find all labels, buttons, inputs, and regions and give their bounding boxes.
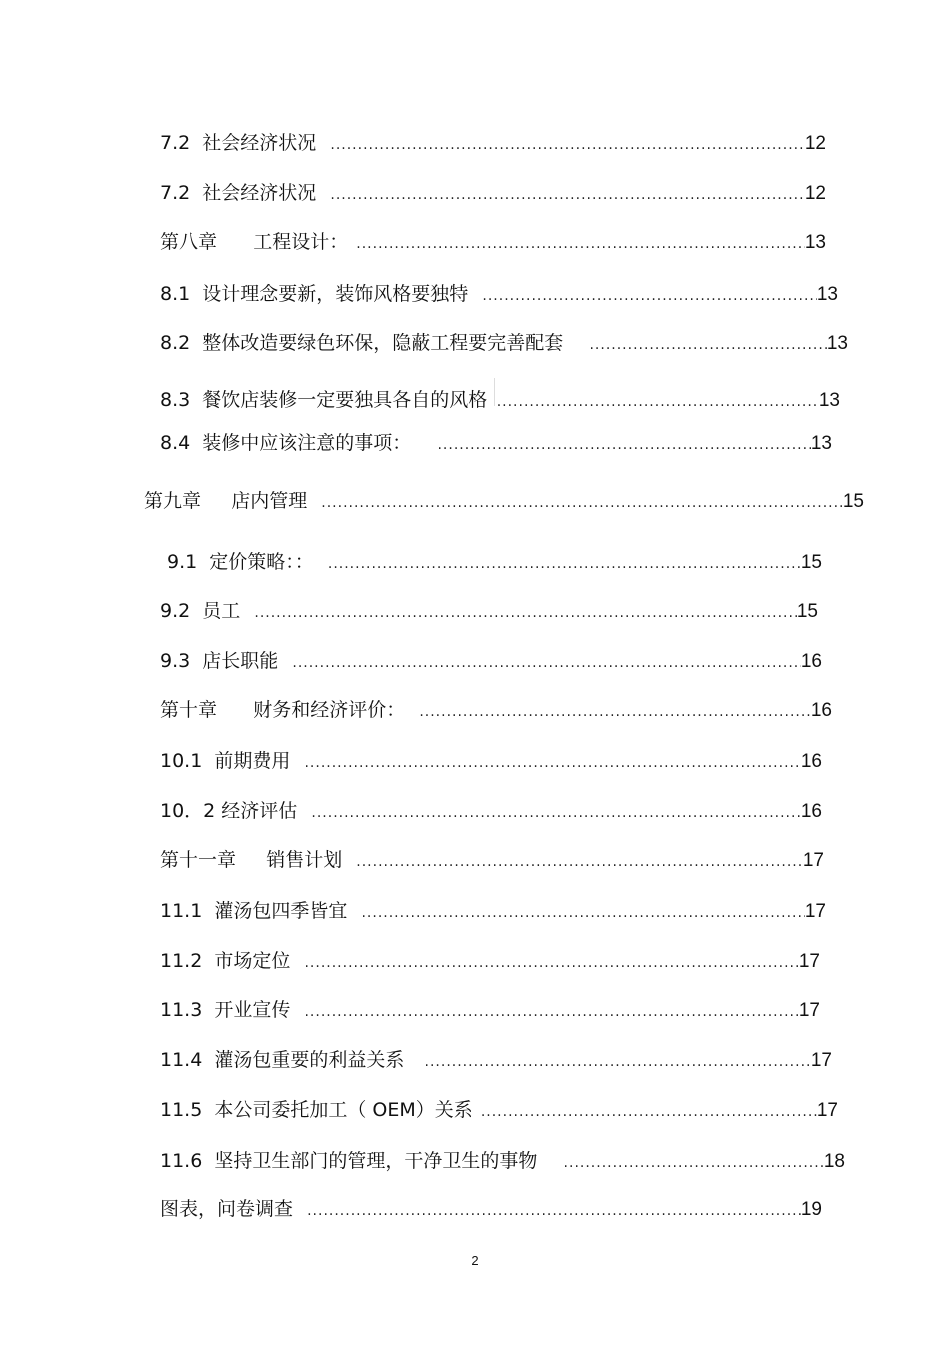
- toc-entry-title: 图表，问卷调查: [160, 1198, 306, 1220]
- toc-entry-page: 17: [798, 951, 820, 972]
- toc-entry-title: 第十一章 销售计划: [160, 849, 355, 871]
- toc-entry-page: 12: [804, 133, 826, 154]
- toc-dot-leader: [305, 1198, 801, 1224]
- toc-entry: [160, 598, 818, 624]
- toc-entry: [167, 549, 822, 575]
- toc-entry-page: 13: [804, 232, 826, 253]
- toc-entry-title: 11.4 灌汤包重要的利益关系: [160, 1049, 423, 1071]
- toc-entry-title: 第九章 店内管理: [144, 490, 320, 512]
- toc-entry-page: 13: [826, 333, 848, 354]
- toc-dot-leader: [562, 1150, 824, 1176]
- toc-dot-leader: [587, 332, 826, 358]
- toc-entry-title: 第十章 财务和经济评价：: [160, 699, 418, 721]
- toc-entry-page: 15: [800, 552, 822, 573]
- toc-entry-page: 17: [816, 1100, 838, 1121]
- toc-dot-leader: [328, 182, 804, 208]
- toc-entry-title: 7.2 社会经济状况: [160, 132, 329, 154]
- toc-entry: [160, 180, 826, 206]
- toc-entry-title: 11.6 坚持卫生部门的管理，干净卫生的事物: [160, 1150, 562, 1172]
- toc-entry: [144, 488, 864, 514]
- toc-entry: [160, 430, 832, 456]
- toc-entry-title: 11.5 本公司委托加工（ OEM）关系: [160, 1099, 479, 1121]
- toc-dot-leader: [302, 750, 800, 776]
- toc-entry: [160, 378, 840, 411]
- toc-entry-title: 9.3 店长职能: [160, 650, 291, 672]
- toc-entry-page: 19: [800, 1199, 822, 1220]
- toc-entry-page: 17: [810, 1050, 832, 1071]
- toc-dot-leader: [326, 551, 801, 577]
- toc-entry-page: 17: [804, 901, 826, 922]
- toc-entry: [160, 1047, 832, 1073]
- toc-entry-title: 9.1 定价策略：：: [167, 551, 326, 573]
- toc-entry: [160, 130, 826, 156]
- toc-entry: [160, 648, 822, 674]
- toc-dot-leader: [319, 490, 843, 516]
- toc-entry-page: 17: [802, 850, 824, 871]
- toc-entry: [160, 847, 824, 873]
- toc-dot-leader: [435, 432, 810, 458]
- toc-dot-leader: [495, 389, 819, 415]
- toc-entry-page: 16: [810, 700, 832, 721]
- toc-entry-title: 9.2 员工: [160, 600, 253, 622]
- toc-dot-leader: [359, 900, 804, 926]
- toc-entry-title: 8.2 整体改造要绿色环保，隐蔽工程要完善配套: [160, 332, 588, 354]
- toc-entry-title: 10.1 前期费用: [160, 750, 303, 772]
- toc-entry: [160, 1196, 822, 1222]
- toc-entry-page: 17: [798, 1000, 820, 1021]
- toc-entry: [160, 1148, 845, 1174]
- toc-dot-leader: [423, 1049, 811, 1075]
- toc-entry-title: 11.1 灌汤包四季皆宜: [160, 900, 360, 922]
- toc-entry-page: 12: [804, 183, 826, 204]
- toc-entry-title: 第八章 工程设计：: [160, 231, 355, 253]
- toc-dot-leader: [252, 600, 796, 626]
- toc-entry-title: 11.3 开业宣传: [160, 999, 303, 1021]
- toc-entry-title: 8.3 餐饮店装修一定要独具各自的风格: [160, 389, 488, 411]
- toc-dot-leader: [480, 283, 816, 309]
- toc-entry: [160, 1097, 838, 1123]
- toc-entry-page: 13: [810, 433, 832, 454]
- toc-dot-leader: [417, 699, 811, 725]
- toc-entry: [160, 229, 826, 255]
- toc-entry-page: 15: [796, 601, 818, 622]
- toc-entry-page: 16: [800, 801, 822, 822]
- toc-entry: [160, 748, 822, 774]
- toc-entry-page: 16: [800, 751, 822, 772]
- toc-dot-leader: [354, 849, 803, 875]
- toc-entry-page: 16: [800, 651, 822, 672]
- toc-entry: [160, 281, 838, 307]
- toc-entry-title: 8.4 装修中应该注意的事项：: [160, 432, 436, 454]
- toc-dot-leader: [309, 800, 800, 826]
- toc-entry: [160, 898, 826, 924]
- toc-entry: [160, 330, 848, 356]
- toc-entry: [160, 798, 822, 824]
- toc-entry: [160, 997, 820, 1023]
- toc-entry-title: 7.2 社会经济状况: [160, 182, 329, 204]
- toc-dot-leader: [479, 1099, 817, 1125]
- toc-dot-leader: [302, 950, 798, 976]
- toc-entry-title: 11.2 市场定位: [160, 950, 303, 972]
- toc-entry-title: 8.1 设计理念要新，装饰风格要独特: [160, 283, 481, 305]
- toc-dot-leader: [328, 132, 804, 158]
- toc-entry-page: 13: [818, 390, 840, 411]
- toc-entry-page: 15: [842, 491, 864, 512]
- toc-dot-leader: [290, 650, 800, 676]
- toc-entry-page: 13: [816, 284, 838, 305]
- toc-entry: [160, 948, 820, 974]
- toc-dot-leader: [354, 231, 805, 257]
- toc-entry-page: 18: [823, 1151, 845, 1172]
- toc-entry-title: 10．2 经济评估: [160, 800, 310, 822]
- page-number: 2: [471, 1253, 479, 1268]
- toc-entry: [160, 697, 832, 723]
- toc-dot-leader: [302, 999, 798, 1025]
